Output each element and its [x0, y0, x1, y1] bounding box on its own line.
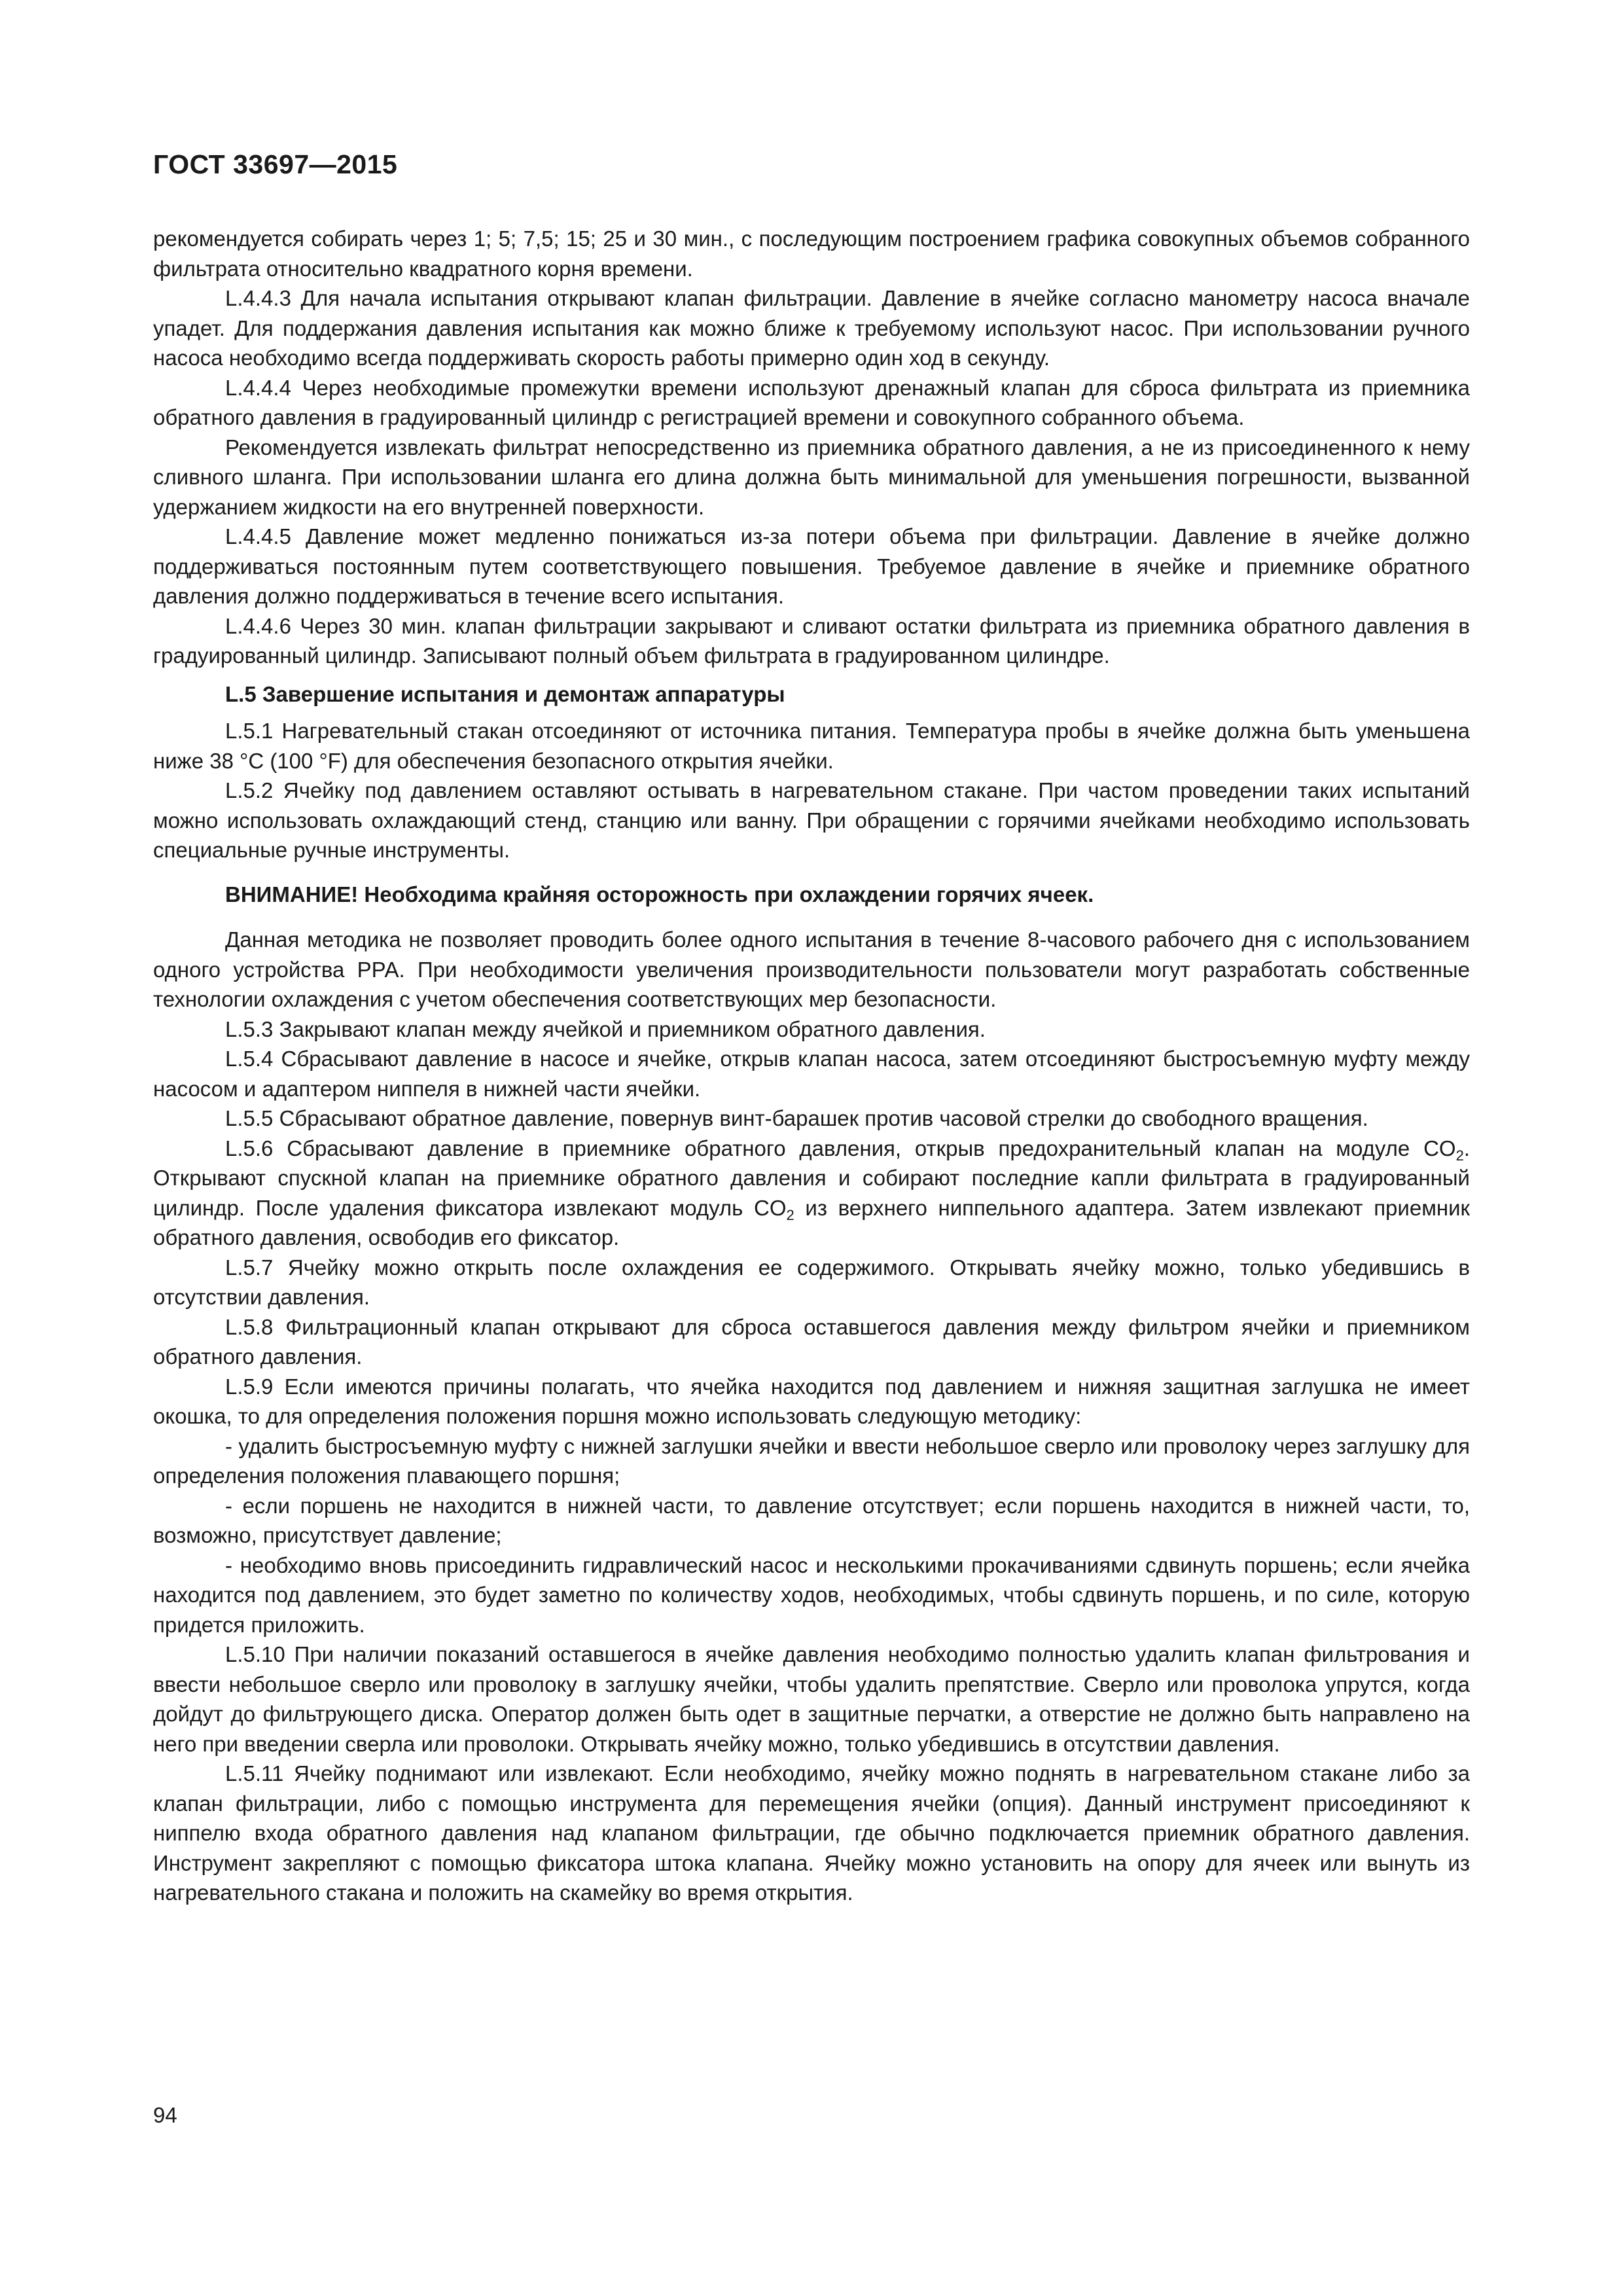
paragraph-l446: L.4.4.6 Через 30 мин. клапан фильтрации закрывают и сливают остатки фильтрата из приемника обратного давления в градуированный цилиндр. Записывают полный объем фильтрата в градуированном цилиндре. — [153, 613, 1470, 668]
page-number: 94 — [153, 2103, 177, 2127]
paragraph-l51: L.5.1 Нагревательный стакан отсоединяют от источника питания. Температура пробы в ячейке должна быть уменьшена ниже 38 °C (100 °F) для обеспечения безопасного открытия ячейки. — [153, 719, 1470, 773]
paragraph-l56-part1: L.5.6 Сбрасывают давление в приемнике обратного давления, открыв предохранительный клапан на модуле CO — [225, 1136, 1456, 1160]
subscript-2: 2 — [1455, 1147, 1464, 1164]
document-body — [153, 224, 1470, 1908]
paragraph-l56-part3: из верхнего ниппельного адаптера. Затем извлекают приемник обратного давления, освободив его фиксатор. — [153, 1195, 1470, 1249]
paragraph-continuation: рекомендуется собирать через 1; 5; 7,5; 15; 25 и 30 мин., с последующим построением графика совокупных объемов собранного фильтрата относительно квадратного корня времени. — [153, 226, 1470, 281]
paragraph-l56-part2: . Открывают спускной клапан на приемнике обратного давления и собирают последние капли фильтрата в градуированный цилиндр. После удаления фиксатора извлекают модуль CO — [153, 1136, 1470, 1220]
paragraph-l53: L.5.3 Закрывают клапан между ячейкой и приемником обратного давления. — [225, 1016, 986, 1041]
list-item: - если поршень не находится в нижней части, то давление отсутствует; если поршень находится в нижней части, то, возможно, присутствует давление; — [153, 1493, 1470, 1547]
standard-title: ГОСТ 33697—2015 — [153, 149, 398, 179]
paragraph-l59: L.5.9 Если имеются причины полагать, что ячейка находится под давлением и нижняя защитная заглушка не имеет окошка, то для определения положения поршня можно использовать следующую методику: — [153, 1374, 1470, 1428]
paragraph-l52: L.5.2 Ячейку под давлением оставляют остывать в нагревательном стакане. При частом проведении таких испытаний можно использовать охлаждающий стенд, станцию или ванну. При обращении с горячими ячейками необходимо использовать специальные ручные инструменты. — [153, 778, 1470, 862]
paragraph-l510: L.5.10 При наличии показаний оставшегося в ячейке давления необходимо полностью удалить клапан фильтрования и ввести небольшое сверло или проволоку в заглушку ячейки, чтобы удалить препятствие. Сверло или проволока упрутся, когда дойдут до фильтрующего диска. Оператор должен быть одет в защитные перчатки, а отверстие не должно быть направлено на него при введении сверла или проволоки. Открывать ячейку можно, только убедившись в отсутствии давления. — [153, 1642, 1470, 1756]
list-item: - необходимо вновь присоединить гидравлический насос и несколькими прокачиваниями сдвинуть поршень; если ячейка находится под давлением, это будет заметно по количеству ходов, необходимых, чтобы сдвинуть поршень, и по силе, которую придется приложить. — [153, 1552, 1470, 1637]
list-item: - удалить быстросъемную муфту с нижней заглушки ячейки и ввести небольшое сверло или проволоку через заглушку для определения положения плавающего поршня; — [153, 1433, 1470, 1488]
paragraph-l54: L.5.4 Сбрасывают давление в насосе и ячейке, открыв клапан насоса, затем отсоединяют быстросъемную муфту между насосом и адаптером ниппеля в нижней части ячейки. — [153, 1047, 1470, 1101]
paragraph-method-note: Данная методика не позволяет проводить более одного испытания в течение 8-часового рабочего дня с использованием одного устройства РРА. При необходимости увеличения производительности пользователи могут разработать собственные технологии охлаждения с учетом обеспечения соответствующих мер безопасности. — [153, 927, 1470, 1011]
paragraph-l56 — [153, 1134, 1470, 1253]
paragraph-l57: L.5.7 Ячейку можно открыть после охлаждения ее содержимого. Открывать ячейку можно, только убедившись в отсутствии давления. — [153, 1255, 1470, 1309]
paragraph-l445: L.4.4.5 Давление может медленно понижаться из-за потери объема при фильтрации. Давление в ячейке должно поддерживаться постоянным путем соответствующего повышения. Требуемое давление в ячейке и приемнике обратного давления должно поддерживаться в течение всего испытания. — [153, 524, 1470, 608]
paragraph-l444: L.4.4.4 Через необходимые промежутки времени используют дренажный клапан для сброса фильтрата из приемника обратного давления в градуированный цилиндр с регистрацией времени и совокупного собранного объема. — [153, 375, 1470, 429]
paragraph-l55: L.5.5 Сбрасывают обратное давление, повернув винт-барашек против часовой стрелки до свободного вращения. — [225, 1106, 1368, 1130]
paragraph-recommendation: Рекомендуется извлекать фильтрат непосредственно из приемника обратного давления, а не из присоединенного к нему сливного шланга. При использовании шланга его длина должна быть минимальной для уменьшения погрешности, вызванной удержанием жидкости на его внутренней поверхности. — [153, 435, 1470, 519]
paragraph-l511: L.5.11 Ячейку поднимают или извлекают. Если необходимо, ячейку можно поднять в нагревательном стакане либо за клапан фильтрации, либо с помощью инструмента для перемещения ячейки (опция). Данный инструмент присоединяют к ниппелю входа обратного давления над клапаном фильтрации, где обычно подключается приемник обратного давления. Инструмент закрепляют с помощью фиксатора штока клапана. Ячейку можно установить на опору для ячеек или вынуть из нагревательного стакана и положить на скамейку во время открытия. — [153, 1761, 1470, 1905]
warning-notice: ВНИМАНИЕ! Необходима крайняя осторожность при охлаждении горячих ячеек. — [225, 882, 1094, 906]
section-heading-l5: L.5 Завершение испытания и демонтаж аппаратуры — [225, 681, 785, 706]
document-header — [153, 149, 397, 180]
subscript-2: 2 — [786, 1206, 794, 1223]
paragraph-l58: L.5.8 Фильтрационный клапан открывают для сброса оставшегося давления между фильтром ячейки и приемником обратного давления. — [153, 1314, 1470, 1369]
paragraph-l443: L.4.4.3 Для начала испытания открывают клапан фильтрации. Давление в ячейке согласно манометру насоса вначале упадет. Для поддержания давления испытания как можно ближе к требуемому используют насос. При использовании ручного насоса необходимо всегда поддерживать скорость работы примерно один ход в секунду. — [153, 286, 1470, 370]
